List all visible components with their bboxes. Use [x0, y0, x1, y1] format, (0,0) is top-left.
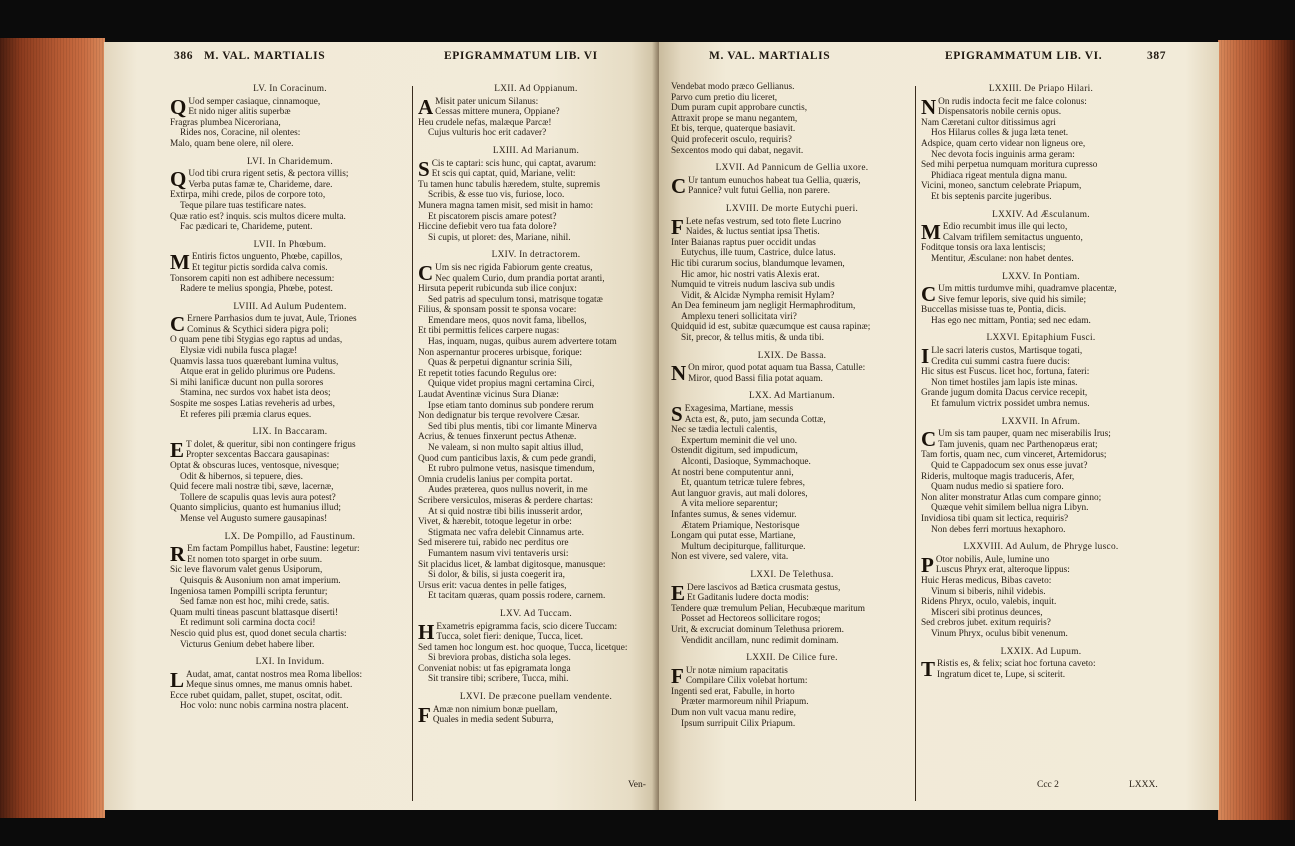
- verse-line: Vidit, & Alcidæ Nympha remisit Hylam?: [681, 290, 835, 301]
- epigram-title: LXVIII. De morte Eutychi pueri.: [725, 203, 859, 214]
- column-rule-left: [412, 86, 413, 801]
- epigram-title: LIX. In Baccaram.: [252, 427, 328, 438]
- verse-line: Cujus vulturis hoc erit cadaver?: [428, 128, 547, 139]
- verse-line: Eutychus, ille tuum, Castrice, dulce latus.: [681, 248, 836, 259]
- drop-capital: I: [921, 344, 930, 369]
- verse-line: T dolet, & queritur, sibi non contingere frigus: [186, 439, 356, 450]
- book-edge-right: [1218, 40, 1295, 820]
- verse-line: Hic amor, hic nostri vatis Alexis erat.: [681, 269, 820, 280]
- drop-capital: T: [921, 657, 936, 681]
- verse-line: Cessas mittere munera, Oppiane?: [435, 107, 560, 118]
- drop-capital: R: [170, 542, 186, 567]
- epigram-title: LVII. In Phœbum.: [253, 239, 327, 250]
- verse-line: Tollere de scapulis quas levis aura potest?: [180, 492, 336, 503]
- verse-line: Ne valeam, si non multo sapit altius illud,: [428, 443, 584, 453]
- epigram: [921, 270, 1161, 327]
- verse-line: Et bis septenis parcite jugeribus.: [931, 191, 1052, 202]
- epigram: [921, 645, 1161, 681]
- verse-line: Quanto simplicius, quanto est humanius illud;: [170, 503, 341, 514]
- verse-line: Quæ ratio est? inquis. scis multos dicere multa.: [170, 211, 346, 222]
- verse-line: Um mittis turdumve mihi, quadramve placentæ,: [938, 284, 1117, 295]
- verse-line: Otor nobilis, Aule, lumine uno: [935, 554, 1050, 565]
- epigram-continuation: [671, 82, 913, 156]
- verse-line: Huic Heras medicus, Bibas caveto:: [921, 575, 1052, 586]
- verse-line: Optat & obscuras luces, ventosque, nivesque;: [170, 461, 340, 471]
- verse-line: Tu tamen hunc tabulis hæredem, stulte, supremis: [418, 179, 600, 190]
- verse-line: Mentitur, Æsculane: non habet dentes.: [931, 253, 1074, 264]
- verse-line: Ur notæ nimium rapacitatis: [685, 665, 788, 676]
- drop-capital: M: [170, 250, 190, 275]
- verse-line: Quique videt propius magni certamina Circi,: [428, 379, 595, 390]
- epigram-title: LXXIV. Ad Æsculanum.: [992, 209, 1090, 220]
- verse-line: Laudat Aventinæ vicinus Sura Dianæ:: [418, 390, 559, 401]
- verse-line: Buccellas misisse tuas te, Pontia, dicis.: [921, 305, 1067, 316]
- epigram-title: LXXV. In Pontiam.: [1002, 271, 1080, 282]
- verse-line: Acta est, &, puto, jam secunda Cottæ,: [684, 414, 826, 425]
- verse-line: Stigmata nec vafra delebit Cinnamus arte.: [428, 527, 584, 538]
- verse-line: Ur tantum eunuchos habeat tua Gellia, quæris,: [688, 175, 861, 186]
- verse-line: Non aspernantur proceres urbisque, forique:: [418, 347, 582, 358]
- drop-capital: Q: [170, 94, 187, 119]
- epigram: [170, 155, 410, 233]
- verse-line: Dispensatoris nobile cernis opus.: [938, 107, 1062, 118]
- verse-line: Quam nudus medio si spatiere foro.: [931, 482, 1064, 493]
- verse-line: Dere lascivos ad Bætica crusmata gestus,: [687, 582, 841, 593]
- epigram-title: LXXIII. De Priapo Hilari.: [988, 84, 1094, 94]
- verse-line: Præter marmoreum nihil Priapum.: [681, 697, 809, 708]
- verse-line: Expertum meminit die vel uno.: [681, 435, 797, 446]
- drop-capital: N: [671, 361, 687, 385]
- left-page: [104, 42, 659, 810]
- epigram: [418, 690, 654, 726]
- epigram-title: LXVI. De præcone puellam vendente.: [459, 692, 613, 703]
- verse-line: Urit, & excruciat dominum Telethusa priorem.: [671, 624, 844, 635]
- verse-line: Sed tamen hoc longum est. hoc quoque, Tucca, licetque:: [418, 642, 628, 653]
- verse-line: Sed mihi perpetua numquam moritura cupresso: [921, 160, 1098, 171]
- verse-line: Lle sacri lateris custos, Martisque togati,: [931, 346, 1083, 357]
- verse-line: Quas & perpetui dignantur scrinia Sili,: [428, 358, 573, 369]
- verse-line: Quid profecerit osculo, requiris?: [671, 134, 792, 145]
- running-head-right-a: M. VAL. MARTIALIS: [709, 50, 831, 62]
- drop-capital: S: [418, 156, 430, 181]
- verse-line: Phidiaca rigeat mentula digna manu.: [931, 170, 1068, 181]
- verse-line: Hirsuta peperit rubicunda sub ilice conjux:: [418, 284, 577, 295]
- verse-line: At si quid nostræ tibi bilis inusserit ardor,: [428, 506, 583, 517]
- verse-line: Ecce rubet quidam, pallet, stupet, oscitat, odit.: [170, 690, 343, 701]
- verse-line: Alconti, Dasioque, Symmachoque.: [681, 457, 811, 467]
- verse-line: At nostri bene computentur anni,: [671, 467, 794, 478]
- right-column-1: [671, 82, 913, 734]
- verse-line: Hos Hilarus colles & juga læta tenet.: [931, 128, 1069, 139]
- verse-line: Grande jugum domita Dacus cervice recepit,: [921, 388, 1088, 399]
- verse-line: Tam fortis, quam nec, cum vinceret, Artemidorus;: [921, 450, 1107, 461]
- verse-line: Dum puram cupit approbare cunctis,: [671, 103, 808, 114]
- verse-line: Cominus & Scythici sidera pigra poli;: [187, 324, 329, 335]
- epigram: [170, 425, 410, 524]
- verse-line: Ursus erit: vacua dentes in pelle fatiges,: [418, 580, 567, 591]
- verse-line: Audes præterea, quos nullus noverit, in me: [428, 485, 588, 496]
- verse-line: Has, inquam, nugas, quibus aurem advertere totam: [428, 337, 617, 348]
- verse-line: Attraxit prope se manu negantem,: [671, 113, 798, 124]
- verse-line: Stamina, nec surdos vox habet ista deos;: [180, 388, 331, 399]
- verse-line: Inter Baianas raptus puer occidit undas: [671, 237, 816, 248]
- right-column-2: [921, 82, 1161, 685]
- verse-line: On rudis indocta fecit me falce colonus:: [938, 96, 1087, 107]
- drop-capital: M: [921, 220, 941, 245]
- verse-line: Si dolor, & bilis, si justa coegerit ira,: [428, 570, 565, 581]
- drop-capital: C: [671, 173, 687, 197]
- verse-line: Quæque vehit similem bellua nigra Libyn.: [931, 503, 1089, 514]
- verse-line: Pannice? vult futui Gellia, non parere.: [688, 186, 830, 197]
- epigram: [418, 607, 654, 685]
- book-edge-left: [0, 38, 105, 818]
- drop-capital: L: [170, 667, 185, 692]
- epigram: [170, 530, 410, 651]
- drop-capital: F: [418, 702, 431, 726]
- verse-line: Verba putas famæ te, Charideme, dare.: [188, 179, 333, 190]
- verse-line: Exagesima, Martiane, messis: [684, 404, 794, 415]
- verse-line: Sexcentos modo qui dabat, negavit.: [671, 145, 804, 156]
- page-number-right: 387: [1147, 50, 1167, 62]
- verse-line: Hiccine defiebit vero tua fata dolore?: [418, 222, 557, 233]
- epigram: [921, 540, 1161, 639]
- verse-line: Exametris epigramma facis, scio dicere Tuccam:: [436, 621, 618, 632]
- verse-line: Non debes ferri mortuus hexaphoro.: [931, 524, 1066, 535]
- verse-line: Hoc volo: nunc nobis carmina nostra placent.: [180, 701, 349, 712]
- verse-line: Acrius, & tenues finxerunt pectus Athenæ.: [418, 432, 577, 443]
- epigram: [671, 568, 913, 646]
- verse-line: Sed tibi plus mentis, tibi cor limante Minerva: [428, 421, 597, 432]
- verse-line: Non est vivere, sed valere, vita.: [671, 552, 789, 563]
- epigram-title: LXX. Ad Martianum.: [749, 391, 835, 402]
- verse-line: O quam pene tibi Stygias ego raptus ad undas,: [170, 335, 343, 346]
- verse-line: Sive femur leporis, sive quid his simile;: [938, 294, 1087, 305]
- verse-line: Et bis, terque, quaterque basiavit.: [671, 124, 796, 135]
- epigram: [671, 202, 913, 344]
- verse-line: Vicini, moneo, sanctum celebrate Priapum,: [921, 181, 1082, 192]
- drop-capital: C: [170, 312, 186, 337]
- drop-capital: F: [671, 663, 684, 688]
- verse-line: Calvam trifilem semitactus unguento,: [942, 232, 1083, 243]
- verse-line: Sed crebros jubet. exitum requiris?: [921, 618, 1051, 629]
- drop-capital: A: [418, 94, 434, 119]
- verse-line: Lete nefas vestrum, sed toto flete Lucrino: [685, 216, 841, 227]
- verse-line: Aut languor gravis, aut mali dolores,: [671, 488, 808, 499]
- verse-line: Tam juvenis, quam nec Parthenopæus erat;: [938, 439, 1098, 450]
- verse-line: Em factam Pompillus habet, Faustine: legetur:: [187, 544, 360, 555]
- verse-line: Et, quantum tetricæ tulere febres,: [681, 478, 805, 489]
- verse-line: Entiris fictos unguento, Phœbe, capillos,: [191, 252, 343, 263]
- running-head-left-b: EPIGRAMMATUM LIB. VI: [444, 50, 598, 62]
- verse-line: Et tacitam quæras, quam possis rodere, carnem.: [428, 591, 606, 602]
- verse-line: Amplexu teneri sollicitata viri?: [681, 311, 797, 322]
- epigram: [671, 651, 913, 729]
- verse-line: Ætatem Priamique, Nestorisque: [681, 520, 800, 531]
- left-column-2: [418, 82, 654, 731]
- verse-line: Si cupis, ut ploret: des, Mariane, nihil.: [428, 232, 571, 243]
- verse-line: Omnia crudelis lanius per compita portat.: [418, 474, 573, 485]
- verse-line: Ipse etiam tanto dominus sub pondere rerum: [428, 400, 594, 411]
- verse-line: Munera magna tamen misit, sed misit in hamo:: [418, 200, 594, 211]
- verse-line: Et referes pili præmia clarus eques.: [180, 409, 312, 420]
- drop-capital: E: [170, 437, 185, 462]
- verse-line: Misceri sibi protinus deunces,: [931, 607, 1043, 618]
- verse-line: Emendare meos, quos novit fama, libellos,: [428, 315, 587, 326]
- verse-line: Scribere versiculos, miseras & perdere chartas:: [418, 495, 594, 506]
- drop-capital: Q: [170, 167, 187, 192]
- verse-line: Sed miserere tui, rabido nec perditus ore: [418, 538, 569, 549]
- verse-line: Sed famæ non est hoc, mihi crede, satis.: [180, 597, 330, 608]
- epigram-title: LXXI. De Telethusa.: [750, 569, 834, 580]
- verse-line: Longam qui putat esse, Martiane,: [671, 531, 796, 542]
- drop-capital: H: [418, 619, 435, 644]
- verse-line: An Dea femineum jam negligit Hermaphroditum,: [671, 301, 856, 312]
- epigram: [170, 238, 410, 295]
- epigram-title: LVI. In Charidemum.: [247, 156, 333, 167]
- verse-line: Um sis tam pauper, quam nec miserabilis Irus;: [938, 429, 1111, 440]
- verse-line: Nescio quid plus est, quod donet secula chartis:: [170, 628, 347, 639]
- epigram: [418, 82, 654, 139]
- verse-line: Credita cui summi castra fuere ducis:: [931, 356, 1070, 367]
- epigram-title: LXV. Ad Tuccam.: [500, 608, 572, 619]
- verse-line: Heu crudele nefas, malæque Parcæ!: [418, 117, 552, 128]
- verse-line: Edio recumbit imus ille qui lecto,: [942, 222, 1068, 233]
- verse-line: Parvo cum pretio diu liceret,: [671, 92, 778, 103]
- verse-line: Et Gaditanis ludere docta modis:: [687, 593, 809, 604]
- epigram: [671, 389, 913, 563]
- epigram-title: LXII. Ad Oppianum.: [494, 84, 578, 94]
- verse-line: Vendidit ancillam, nunc redimit dominam.: [681, 635, 839, 646]
- verse-line: Fragras plumbea Niceroriana,: [170, 117, 281, 128]
- verse-line: Si mihi lanificæ ducunt non pulla sorores: [170, 377, 324, 388]
- verse-line: Nec devota focis inguinis arma geram:: [931, 149, 1075, 160]
- open-book: [0, 18, 1295, 830]
- verse-line: Luscus Phryx erat, alteroque lippus:: [935, 565, 1070, 576]
- verse-line: Quid te Cappadocum sex onus esse juvat?: [931, 461, 1088, 471]
- epigram-title: LV. In Coracinum.: [253, 84, 327, 94]
- verse-line: Mense vel Augusto sumere gausapinas!: [180, 513, 328, 524]
- verse-line: Malo, quam bene olere, nil olere.: [170, 138, 294, 149]
- verse-line: Tendere quæ tremulum Pelian, Hecubæque maritum: [671, 603, 866, 614]
- epigram: [418, 248, 654, 602]
- epigram-title: LXXVIII. Ad Aulum, de Phryge lusco.: [963, 542, 1119, 553]
- verse-line: Quisquis & Ausonium non amat imperium.: [180, 575, 341, 586]
- verse-line: Posset ad Hectoreos sollicitare rogos;: [681, 614, 821, 625]
- verse-line: Et piscatorem piscis amare potest?: [428, 211, 557, 222]
- running-head-left-a: M. VAL. MARTIALIS: [204, 50, 326, 62]
- verse-line: Odit & hibernos, si tepuere, dies.: [180, 471, 303, 482]
- verse-line: Conveniat nobis: ut fas epigramata longa: [418, 663, 571, 674]
- verse-line: Ridens Phryx, oculo, valebis, inquit.: [921, 597, 1057, 608]
- verse-line: Sed patris ad speculum tonsi, matrisque togatæ: [428, 294, 603, 305]
- verse-line: Multum decipiturque, falliturque.: [681, 541, 806, 552]
- verse-line: Has ego nec mittam, Pontia; sed nec edam.: [931, 315, 1091, 326]
- verse-line: Fumantem nasum vivi tentaveris ursi:: [428, 548, 569, 559]
- verse-line: Infantes sumus, & senes videmur.: [671, 509, 797, 520]
- drop-capital: E: [671, 580, 686, 605]
- epigram: [921, 82, 1161, 203]
- verse-line: Filius, & sponsam possit te sponsa vocare:: [418, 305, 577, 316]
- verse-line: Ingenti sed erat, Fabulle, in horto: [671, 686, 795, 697]
- epigram: [921, 331, 1161, 409]
- epigram: [170, 82, 410, 150]
- epigram-title: LXXVI. Epitaphium Fusci.: [986, 333, 1096, 344]
- verse-line: Quod cum panticibus laxis, & cum pede grandi,: [418, 453, 596, 464]
- verse-line: Ingratum dicet te, Lupe, si sciterit.: [937, 669, 1066, 680]
- verse-line: Uod tibi crura rigent setis, & pectora villis;: [188, 169, 349, 180]
- verse-line: Hic tibi curarum socius, blandumque levamen,: [671, 258, 845, 269]
- verse-line: Quam multi tineas pascunt blattasque diserti!: [170, 607, 339, 618]
- drop-capital: N: [921, 94, 937, 119]
- verse-line: Et redimunt soli carmina docta coci!: [180, 618, 316, 629]
- verse-line: Sit transire tibi; scribere, Tucca, mihi.: [428, 674, 569, 685]
- verse-line: Ostendit digitum, sed impudicum,: [671, 446, 798, 457]
- epigram-title: LXXII. De Cilice fure.: [746, 653, 838, 664]
- epigram: [671, 161, 913, 197]
- verse-line: Nam Cæretani cultor ditissimus agri: [921, 117, 1056, 128]
- signature-mark: Ccc 2: [1037, 780, 1059, 790]
- verse-line: Radere te melius spongia, Phœbe, potest.: [180, 284, 333, 295]
- verse-line: Et famulum victrix possidet umbra nemus.: [931, 399, 1090, 410]
- verse-line: Foditque tonsis ora laxa lentiscis;: [921, 243, 1046, 254]
- verse-line: On miror, quod potat aquam tua Bassa, Catulle:: [688, 363, 866, 374]
- epigram: [921, 208, 1161, 265]
- verse-line: Non timet hostiles jam lapis iste minas.: [931, 377, 1078, 388]
- page-number-left: 386: [174, 50, 194, 62]
- verse-line: Nec qualem Curio, dum prandia portat aranti,: [435, 273, 605, 284]
- drop-capital: C: [921, 427, 937, 452]
- verse-line: Compilare Cilix volebat hortum:: [685, 676, 808, 687]
- verse-line: Elysiæ vidi nubila fusca plagæ!: [180, 346, 298, 357]
- drop-capital: C: [418, 260, 434, 285]
- epigram-title: LXIV. In detractorem.: [491, 250, 581, 261]
- verse-line: Meque sinus omnes, me manus omnis habet.: [186, 680, 353, 691]
- epigram-title: LXI. In Invidum.: [255, 657, 325, 668]
- verse-line: Invidiosa tibi quam sit lectica, requiris?: [921, 513, 1069, 524]
- verse-line: Scribis, & esse tuo vis, furiose, loco.: [428, 190, 565, 201]
- verse-line: Sit, precor, & tellus mitis, & unda tibi.: [681, 333, 824, 344]
- verse-line: Misit pater unicum Silanus:: [435, 96, 539, 107]
- verse-line: Hic situs est Fuscus. licet hoc, fortuna, fateri:: [921, 367, 1090, 378]
- verse-line: A vita meliore separentur;: [681, 499, 778, 510]
- verse-line: Et scis qui captat, quid, Mariane, velit:: [431, 169, 576, 180]
- verse-line: Ingeniosa tamen Pompilli scripta feruntur;: [170, 586, 328, 597]
- verse-line: Quid fecere mali nostræ tibi, sæve, lacernæ,: [170, 482, 334, 493]
- epigram: [921, 415, 1161, 536]
- catchword-left: Ven-: [628, 780, 646, 790]
- verse-line: Ristis es, & felix; sciat hoc fortuna caveto:: [937, 659, 1096, 670]
- drop-capital: C: [921, 282, 937, 307]
- epigram-title: LXXVII. In Afrum.: [1001, 416, 1081, 427]
- verse-line: Et tegitur pictis sordida calva comis.: [191, 262, 328, 273]
- epigram-title: LXVII. Ad Pannicum de Gellia uxore.: [715, 163, 869, 174]
- verse-line: Miror, quod Bassi filia potat aquam.: [688, 373, 823, 384]
- verse-line: Um sis nec rigida Fabiorum gente creatus,: [435, 262, 593, 273]
- verse-line: Et nido niger alitis superbæ: [188, 107, 291, 118]
- verse-line: Victurus Genium debet habere liber.: [180, 639, 315, 650]
- verse-line: Tucca, solet fieri: denique, Tucca, licet.: [436, 632, 583, 643]
- verse-line: Non dedignatur bis terque revolvere Cæsar.: [418, 411, 580, 422]
- epigram: [170, 300, 410, 421]
- running-head-right-b: EPIGRAMMATUM LIB. VI.: [945, 50, 1103, 62]
- verse-line: Propter sexcentas Baccara gausapinas:: [186, 450, 330, 461]
- verse-line: Vivet, & hærebit, totoque legetur in orbe:: [418, 517, 572, 528]
- verse-line: Teque pilare tuas testificare nates.: [180, 200, 307, 211]
- verse-line: Vinum si biberis, nihil videbis.: [931, 586, 1046, 597]
- verse-line: Sospite me sospes Latias reveheris ad urbes,: [170, 399, 335, 410]
- verse-line: Fac pædicari te, Charideme, putent.: [180, 222, 313, 233]
- catchword-right: LXXX.: [1129, 780, 1158, 790]
- verse-line: Vendebat modo præco Gellianus.: [671, 82, 795, 92]
- verse-line: Dum non vult vacua manu redire,: [671, 708, 796, 719]
- verse-line: Amæ non nimium bonæ puellam,: [432, 704, 558, 715]
- verse-line: Sic leve flavorum valet genus Usiporum,: [170, 565, 323, 576]
- verse-line: Quales in media sedent Suburra,: [432, 715, 554, 726]
- verse-line: Adspice, quam certo videar non ligneus ore,: [921, 138, 1086, 149]
- verse-line: Quamvis lassa tuos quærebant lumina vultus,: [170, 356, 339, 367]
- epigram: [671, 349, 913, 385]
- epigram: [418, 144, 654, 243]
- verse-line: Rides nos, Coracine, nil olentes:: [180, 128, 301, 139]
- left-column-1: [170, 82, 410, 717]
- verse-line: Numquid te vitreis nudum lasciva sub undis: [671, 280, 835, 291]
- verse-line: Et nomen toto sparget in orbe suum.: [187, 554, 323, 565]
- epigram-title: LXIX. De Bassa.: [757, 350, 827, 361]
- verse-line: Atque erat in gelido plurimus ore Pudens.: [180, 367, 336, 378]
- verse-line: Ernere Parrhasios dum te juvat, Aule, Triones: [187, 314, 357, 325]
- drop-capital: S: [671, 402, 683, 427]
- column-rule-right: [915, 86, 916, 801]
- verse-line: Tonsorem capiti non est adhibere necessum:: [170, 273, 335, 284]
- verse-line: Audat, amat, cantat nostros mea Roma libellos:: [186, 669, 363, 680]
- right-page: [659, 42, 1219, 810]
- verse-line: Extirpa, mihi crede, pilos de corpore toto,: [170, 190, 326, 201]
- verse-line: Et repetit toties facundo Regulus ore:: [418, 368, 557, 379]
- epigram-title: LX. De Pompillo, ad Faustinum.: [224, 531, 356, 542]
- verse-line: Rideris, multoque magis traduceris, Afer,: [921, 471, 1075, 482]
- verse-line: Et tibi permittis felices carpere nugas:: [418, 326, 560, 337]
- verse-line: Et rubro pulmone vetus, nasisque timendum,: [428, 464, 595, 475]
- drop-capital: P: [921, 552, 934, 577]
- verse-line: Vinum Phryx, oculus bibit venenum.: [931, 628, 1068, 639]
- verse-line: Nec se tædia lectuli calentis,: [671, 425, 778, 436]
- epigram-title: LXIII. Ad Marianum.: [492, 145, 580, 156]
- drop-capital: F: [671, 214, 684, 239]
- verse-line: Naides, & luctus sentiat ipsa Thetis.: [685, 227, 820, 238]
- verse-line: Sit placidus licet, & lambat digitosque, manusque:: [418, 559, 606, 570]
- verse-line: Uod semper casiaque, cinnamoque,: [188, 96, 321, 107]
- epigram-title: LXXIX. Ad Lupum.: [1000, 646, 1082, 657]
- verse-line: Quidquid id est, subitæ quæcumque est causa rapinæ;: [671, 322, 871, 333]
- verse-line: Si breviora probas, disticha sola leges.: [428, 653, 571, 664]
- verse-line: Non aliter monstratur Atlas cum compare ginno;: [921, 492, 1102, 503]
- epigram-title: LVIII. Ad Aulum Pudentem.: [233, 301, 347, 312]
- verse-line: Ipsum surripuit Cilix Priapum.: [681, 718, 796, 729]
- epigram: [170, 655, 410, 712]
- verse-line: Cis te captari: scis hunc, qui captat, avarum:: [431, 158, 597, 169]
